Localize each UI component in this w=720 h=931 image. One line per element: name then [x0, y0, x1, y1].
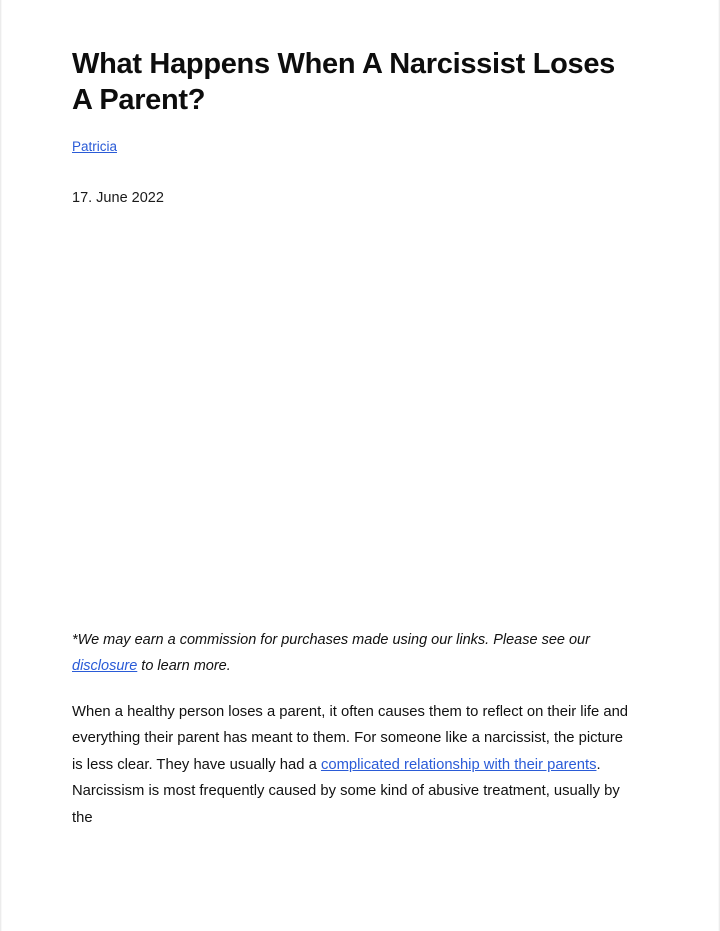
article-content	[72, 46, 630, 846]
paragraph-text-before: When a healthy person loses a parent, it often causes them to reflect on their life and everything their parent has meant to them. For someone like a narcissist, the picture is less clear. They have usually had a	[72, 703, 629, 773]
publish-date: 17. June 2022	[72, 190, 164, 206]
disclosure-link[interactable]: disclosure	[72, 657, 138, 674]
disclaimer-text-before: *We may earn a commission for purchases made using our links. Please see our	[72, 631, 590, 648]
disclaimer-text-after: to learn more.	[137, 657, 231, 674]
article-paragraph	[72, 699, 630, 832]
author-link[interactable]: Patricia	[72, 139, 118, 154]
page-left-edge-shadow	[0, 0, 2, 931]
page-title: What Happens When A Narcissist Loses A Parent?	[72, 48, 616, 116]
paragraph-text-after: . Narcissism is most frequently caused by some kind of abusive treatment, usually by the	[72, 756, 620, 826]
affiliate-disclaimer	[72, 627, 612, 679]
byline	[72, 138, 630, 156]
complicated-relationship-link[interactable]: complicated relationship with their parents	[320, 756, 597, 773]
article-image-placeholder	[72, 208, 630, 612]
